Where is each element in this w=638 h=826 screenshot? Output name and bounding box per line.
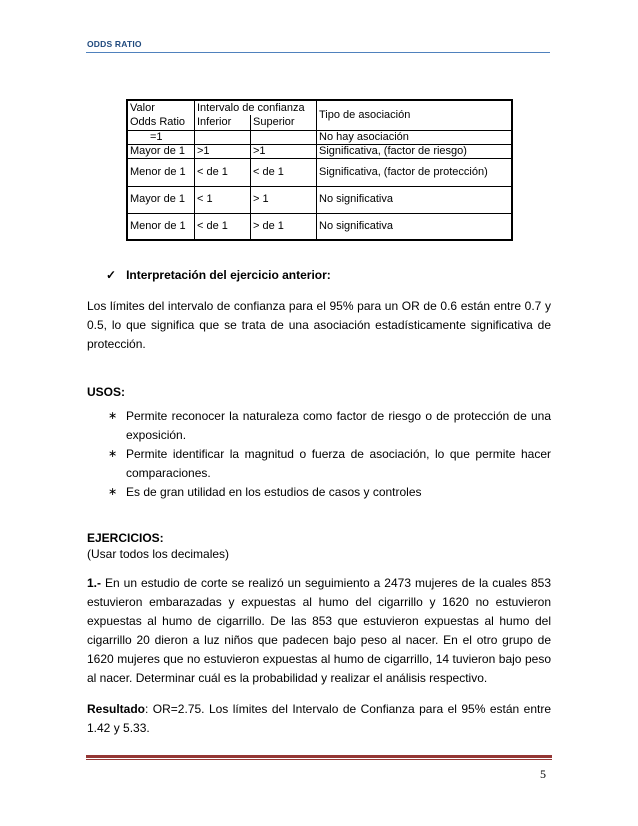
col-header-superior: Superior <box>251 115 317 130</box>
page-number: 5 <box>540 767 546 781</box>
asterisk-bullet-icon: ∗ <box>108 486 118 498</box>
table-cell: =1 <box>127 130 195 144</box>
ejercicios-title: EJERCICIOS: <box>87 531 164 545</box>
table-cell: > de 1 <box>251 213 317 240</box>
asterisk-bullet-icon: ∗ <box>108 448 118 460</box>
exercise-text: En un estudio de corte se realizó un seguimiento a 2473 mujeres de la cuales 853 estuvieron embarazadas y expuestas al humo del cigarrillo y 1620 no estuvieron expuestas al humo de cigarrillo. De las 853 que estuvieron expuestas al humo del cigarrillo 20 dieron a luz niños que padecen bajo peso al nacer. En el otro grupo de 1620 mujeres que no estuvieron expuestas al humo de cigarrillo, 14 tuvieron bajo peso al nacer. Determinar cuál es la probabilidad y realizar el análisis respectivo. <box>87 576 551 685</box>
table-cell: < de 1 <box>195 158 251 186</box>
exercise-number: 1.- <box>87 576 102 590</box>
list-item-text: Permite identificar la magnitud o fuerza de asociación, lo que permite hacer comparaciones. <box>126 447 551 480</box>
table-cell: Menor de 1 <box>127 158 195 186</box>
table-row <box>127 186 512 213</box>
table-cell: >1 <box>251 144 317 158</box>
col-header-tipo: Tipo de asociación <box>317 100 513 130</box>
resultado-text: : OR=2.75. Los límites del Intervalo de Confianza para el 95% están entre 1.42 y 5.33. <box>87 702 551 735</box>
table-cell: Significativa, (factor de protección) <box>317 158 513 186</box>
table-row <box>127 213 512 240</box>
col-header-odds-ratio: Odds Ratio <box>127 115 195 130</box>
usos-list <box>108 407 551 502</box>
resultado-paragraph <box>87 700 551 738</box>
col-header-inferior: Inferior <box>195 115 251 130</box>
table-cell: No significativa <box>317 186 513 213</box>
interpretation-heading <box>106 268 331 282</box>
table-row <box>127 158 512 186</box>
resultado-label: Resultado <box>87 702 146 716</box>
table-cell: >1 <box>195 144 251 158</box>
exercise-1-paragraph <box>87 574 551 688</box>
ejercicios-subtitle: (Usar todos los decimales) <box>87 547 230 561</box>
table-cell: Significativa, (factor de riesgo) <box>317 144 513 158</box>
table-cell: Menor de 1 <box>127 213 195 240</box>
header-rule <box>86 52 550 53</box>
table-cell: < de 1 <box>195 213 251 240</box>
table-cell: < de 1 <box>251 158 317 186</box>
odds-ratio-table <box>126 99 513 241</box>
list-item <box>108 407 551 445</box>
table-row <box>127 130 512 144</box>
table-row <box>127 144 512 158</box>
table-cell: < 1 <box>195 186 251 213</box>
table-cell <box>195 130 251 144</box>
asterisk-bullet-icon: ∗ <box>108 410 118 422</box>
footer-rule <box>86 755 552 758</box>
col-header-valor: Valor <box>127 100 195 115</box>
list-item <box>108 445 551 483</box>
table-cell: > 1 <box>251 186 317 213</box>
col-header-intervalo: Intervalo de confianza <box>195 100 317 115</box>
list-item-text: Es de gran utilidad en los estudios de casos y controles <box>126 485 422 499</box>
list-item-text: Permite reconocer la naturaleza como factor de riesgo o de protección de una exposición. <box>126 409 551 442</box>
list-item <box>108 483 551 502</box>
interpretation-paragraph: Los límites del intervalo de confianza para el 95% para un OR de 0.6 están entre 0.7 y 0.5, lo que significa que se trata de una asociación estadísticamente significativa de protección. <box>87 299 551 351</box>
checkmark-icon: ✓ <box>106 268 117 282</box>
table-cell: No significativa <box>317 213 513 240</box>
table-cell: No hay asociación <box>317 130 513 144</box>
usos-title: USOS: <box>87 385 126 399</box>
table-cell: Mayor de 1 <box>127 186 195 213</box>
footer-rule-thin <box>86 759 552 760</box>
interpretation-heading-text: Interpretación del ejercicio anterior: <box>126 268 331 282</box>
table-cell: Mayor de 1 <box>127 144 195 158</box>
table-cell <box>251 130 317 144</box>
header-title: ODDS RATIO <box>87 39 142 49</box>
